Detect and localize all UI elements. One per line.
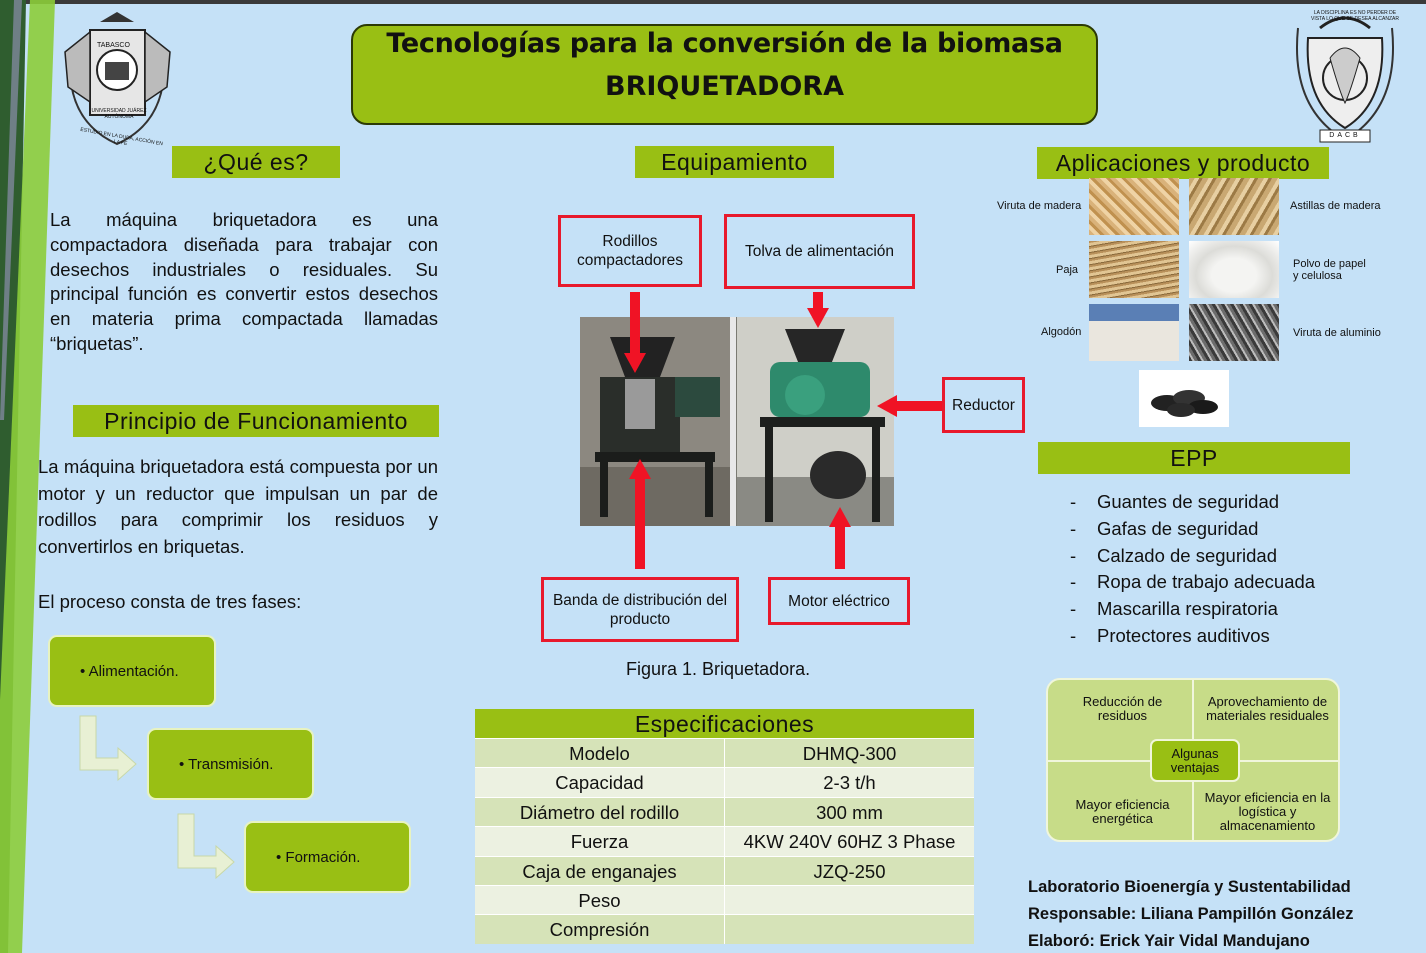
advantage-text: Mayor eficiencia energética <box>1075 797 1170 826</box>
label-motor-text: Motor eléctrico <box>788 592 890 610</box>
label-rodillos <box>558 215 702 287</box>
label-astillas: Astillas de madera <box>1290 200 1381 212</box>
phases-intro: El proceso consta de tres fases: <box>38 591 302 612</box>
briquetadora-photo <box>580 317 894 526</box>
phase-transmision <box>147 728 314 800</box>
arrow-down-icon <box>624 353 646 375</box>
equipamiento-heading: Equipamiento <box>635 146 834 178</box>
arrow-down-icon <box>807 308 829 330</box>
arrow-banda <box>635 477 645 569</box>
logo-left-top-text: TABASCO <box>97 42 130 49</box>
epp-item-text: Gafas de seguridad <box>1097 517 1259 539</box>
top-border <box>0 0 1426 4</box>
specs-table <box>475 709 974 944</box>
list-item: - Protectores auditivos <box>1070 624 1270 646</box>
spec-value: 2-3 t/h <box>823 772 876 794</box>
label-reductor-text: Reductor <box>952 396 1015 414</box>
briquettes-image <box>1139 370 1229 427</box>
paper-powder-image <box>1189 241 1279 298</box>
principio-text: La máquina briquetadora está compuesta por un motor y un reductor que impulsan un par de rodillos para comprimir los residuos y convertirlos en briquetas. <box>38 456 438 557</box>
arrow-left-icon <box>877 395 899 417</box>
label-banda <box>541 577 739 642</box>
logo-left-mid-text: UNIVERSIDAD JUÁREZ AUTÓNOMA <box>91 108 147 120</box>
label-tolva <box>724 214 915 289</box>
epp-heading: EPP <box>1038 442 1350 474</box>
label-aluminio: Viruta de aluminio <box>1293 327 1381 339</box>
advantage-center-text: Algunas ventajas <box>1170 745 1220 775</box>
epp-list <box>1070 489 1315 650</box>
epp-item-text: Guantes de seguridad <box>1097 491 1280 512</box>
spec-key: Fuerza <box>475 827 725 855</box>
logo-right-ring-text: LA DISCIPLINA ES NO PERDER DE VISTA LO QUE SE DESEA ALCANZAR <box>1311 10 1399 22</box>
label-paja: Paja <box>1056 264 1079 276</box>
logo-left-ring-text: ESTUDIO EN LA DUDA, ACCIÓN EN LA FE <box>79 126 164 148</box>
advantage-text: Reducción de residuos <box>1082 694 1163 723</box>
label-rodillos-text: Rodillos compactadores <box>577 233 683 269</box>
spec-value <box>725 915 974 943</box>
credits-lab: Laboratorio Bioenergía y Sustentabilidad <box>1028 878 1351 896</box>
bent-arrow-icon <box>174 812 238 880</box>
label-viruta-madera: Viruta de madera <box>997 200 1082 212</box>
aplicaciones-heading: Aplicaciones y producto <box>1037 147 1329 179</box>
spec-value: 300 mm <box>816 801 883 823</box>
label-motor <box>768 577 910 625</box>
arrow-rodillos <box>630 292 640 357</box>
bent-arrow-icon <box>76 714 140 782</box>
poster-title: Tecnologías para la conversión de la biomasa <box>386 28 1063 59</box>
label-tolva-text: Tolva de alimentación <box>744 243 895 260</box>
spec-value: JZQ-250 <box>813 860 886 882</box>
advantages-center <box>1150 739 1240 782</box>
figure-caption: Figura 1. Briquetadora. <box>626 659 811 679</box>
wood-shavings-image <box>1089 178 1179 235</box>
table-row <box>475 738 974 767</box>
table-row <box>475 826 974 855</box>
list-item: - Mascarilla respiratoria <box>1070 598 1278 620</box>
logo-right-bottom-text: DACB <box>1329 132 1361 139</box>
spec-value: 4KW 240V 60HZ 3 Phase <box>743 831 956 853</box>
que-es-text: La máquina briquetadora es una compactadora diseñada para trabajar con desechos industriales o residuales. Su principal función es convertir estos desechos en materia prima compactada llamadas “briquetas”. <box>50 209 438 354</box>
table-row <box>475 767 974 796</box>
list-item: - Calzado de seguridad <box>1070 544 1277 566</box>
arrow-motor <box>835 525 845 569</box>
epp-item-text: Calzado de seguridad <box>1097 544 1277 566</box>
advantage-text: Aprovechamiento de materiales residuales <box>1206 694 1329 723</box>
que-es-heading: ¿Qué es? <box>172 146 340 178</box>
cotton-image <box>1089 304 1179 361</box>
label-banda-text: Banda de distribución del producto <box>552 591 728 628</box>
label-polvo-1: Polvo de papel <box>1293 258 1366 270</box>
list-item: - Ropa de trabajo adecuada <box>1070 571 1316 593</box>
epp-item-text: Protectores auditivos <box>1097 624 1270 646</box>
arrow-up-icon <box>629 459 651 481</box>
credits-responsable: Responsable: Liliana Pampillón González <box>1028 905 1354 923</box>
spec-value <box>725 886 974 914</box>
list-item: - Guantes de seguridad <box>1070 491 1280 512</box>
advantage-text: Mayor eficiencia en la logística y almacenamiento <box>1204 790 1331 833</box>
poster-subtitle: BRIQUETADORA <box>604 71 844 102</box>
arrow-up-icon <box>829 507 851 529</box>
phase-label: • Transmisión. <box>179 755 274 773</box>
spec-key: Caja de enganajes <box>475 857 725 885</box>
principio-heading: Principio de Funcionamiento <box>73 405 439 437</box>
phase-alimentacion <box>48 635 216 707</box>
specs-heading: Especificaciones <box>475 709 974 738</box>
epp-item-text: Ropa de trabajo adecuada <box>1097 571 1316 593</box>
straw-image <box>1089 241 1179 298</box>
table-row <box>475 885 974 914</box>
phase-label: • Alimentación. <box>80 662 179 680</box>
poster-title-box <box>351 24 1098 125</box>
spec-key: Capacidad <box>475 768 725 796</box>
phase-label: • Formación. <box>276 848 361 866</box>
advantages-diagram <box>1046 678 1340 842</box>
advantage-br <box>1195 791 1340 842</box>
credits <box>1028 874 1353 953</box>
spec-key: Peso <box>475 886 725 914</box>
table-row <box>475 797 974 826</box>
faculty-seal-logo <box>1290 8 1400 148</box>
label-polvo-2: y celulosa <box>1293 270 1342 282</box>
aluminum-shavings-image <box>1189 304 1279 361</box>
spec-key: Modelo <box>475 739 725 767</box>
phase-formacion <box>244 821 411 893</box>
wood-chips-image <box>1189 178 1279 235</box>
credits-elaboro: Elaboró: Erick Yair Vidal Mandujano <box>1028 932 1310 950</box>
list-item: - Gafas de seguridad <box>1070 517 1259 539</box>
label-reductor <box>942 377 1025 433</box>
spec-value: DHMQ-300 <box>802 743 897 764</box>
arrow-reductor <box>896 401 942 411</box>
epp-item-text: Mascarilla respiratoria <box>1097 598 1278 620</box>
advantage-bl <box>1050 798 1195 842</box>
label-algodon: Algodón <box>1041 326 1082 338</box>
table-row <box>475 914 974 943</box>
spec-key: Diámetro del rodillo <box>475 798 725 826</box>
table-row <box>475 856 974 885</box>
spec-key: Compresión <box>475 915 725 943</box>
